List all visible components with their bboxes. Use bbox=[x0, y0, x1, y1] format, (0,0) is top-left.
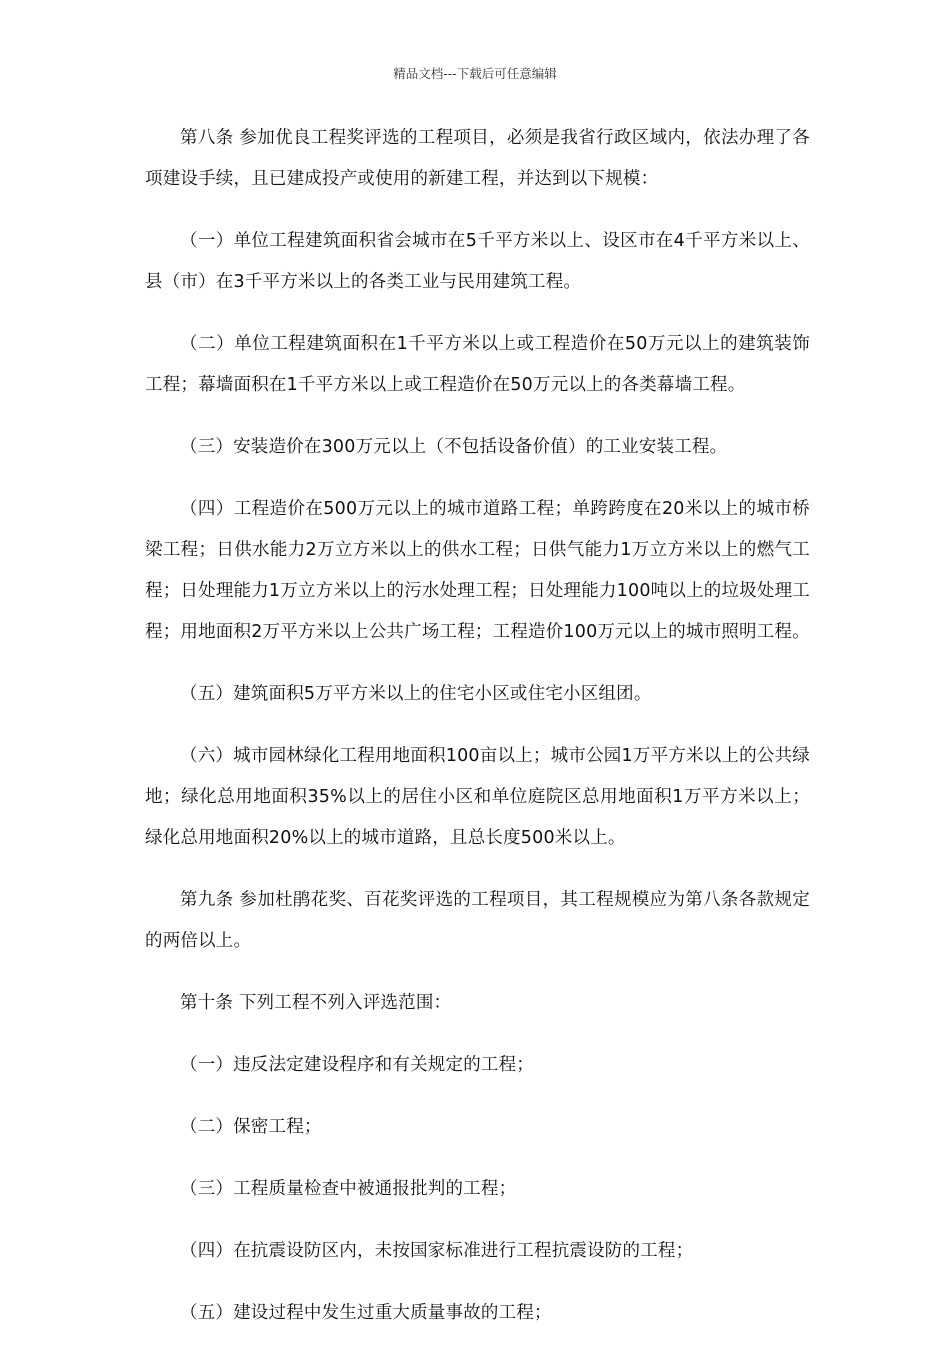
article-8-item-4: （四）工程造价在500万元以上的城市道路工程；单跨跨度在20米以上的城市桥梁工程；日供水能力2万立方米以上的供水工程；日供气能力1万立方米以上的燃气工程；日处理能力1万立方米以上的污水处理工程；日处理能力100吨以上的垃圾处理工程；用地面积2万平方米以上公共广场工程；工程造价100万元以上的城市照明工程。 bbox=[145, 499, 810, 642]
article-10-item-3: （三）工程质量检查中被通报批判的工程； bbox=[180, 1179, 517, 1199]
document-body bbox=[145, 118, 810, 1355]
article-9: 第九条 参加杜鹃花奖、百花奖评选的工程项目，其工程规模应为第八条各款规定的两倍以上。 bbox=[145, 890, 810, 951]
article-10-intro: 第十条 下列工程不列入评选范围： bbox=[180, 993, 452, 1013]
article-8-item-3: （三）安装造价在300万元以上（不包括设备价值）的工业安装工程。 bbox=[180, 437, 728, 457]
page-header: 精品文档---下载后可任意编辑 bbox=[393, 66, 557, 81]
article-10-item-5: （五）建设过程中发生过重大质量事故的工程； bbox=[180, 1303, 552, 1323]
article-8-intro: 第八条 参加优良工程奖评选的工程项目，必须是我省行政区域内，依法办理了各项建设手续，且已建成投产或使用的新建工程，并达到以下规模： bbox=[145, 128, 810, 189]
article-8-item-6: （六）城市园林绿化工程用地面积100亩以上；城市公园1万平方米以上的公共绿地；绿化总用地面积35%以上的居住小区和单位庭院区总用地面积1万平方米以上；绿化总用地面积20%以上的城市道路，且总长度500米以上。 bbox=[145, 746, 810, 848]
article-8-item-5: （五）建筑面积5万平方米以上的住宅小区或住宅小区组团。 bbox=[180, 684, 652, 704]
article-10-item-4: （四）在抗震设防区内，未按国家标准进行工程抗震设防的工程； bbox=[180, 1241, 694, 1261]
article-10-item-2: （二）保密工程； bbox=[180, 1117, 322, 1137]
article-8-item-1: （一）单位工程建筑面积省会城市在5千平方米以上、设区市在4千平方米以上、县（市）在3千平方米以上的各类工业与民用建筑工程。 bbox=[145, 231, 810, 292]
article-8-item-2: （二）单位工程建筑面积在1千平方米以上或工程造价在50万元以上的建筑装饰工程；幕墙面积在1千平方米以上或工程造价在50万元以上的各类幕墙工程。 bbox=[145, 334, 810, 395]
article-10-item-1: （一）违反法定建设程序和有关规定的工程； bbox=[180, 1055, 534, 1075]
